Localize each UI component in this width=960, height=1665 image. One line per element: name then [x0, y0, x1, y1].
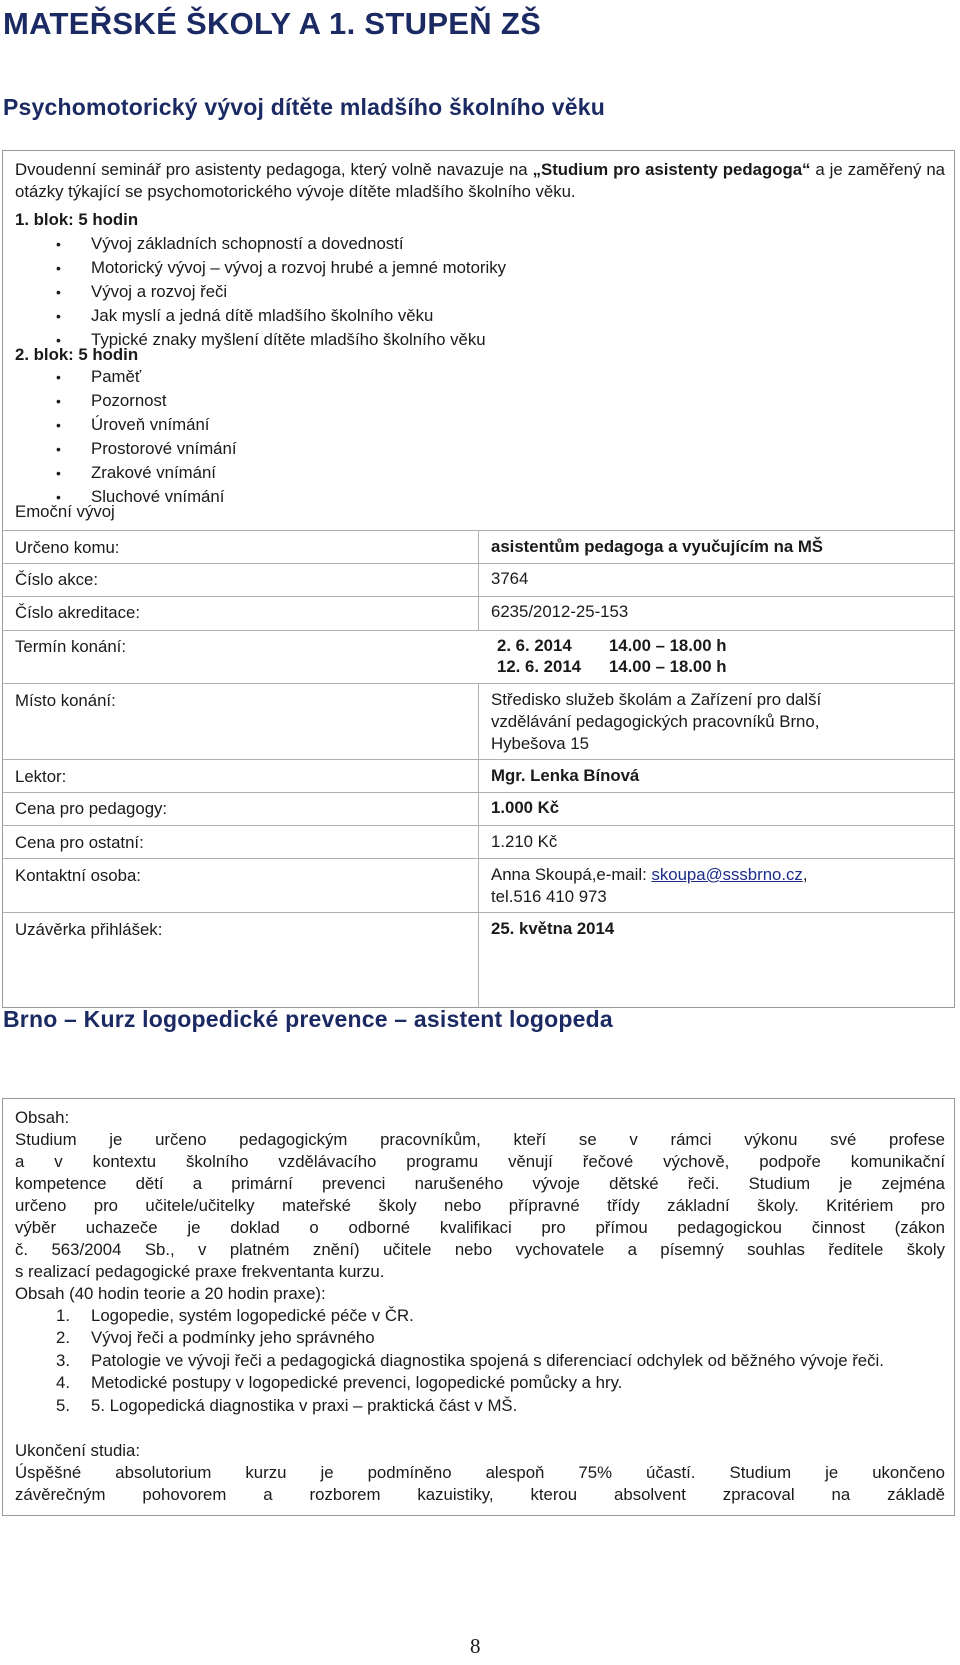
content-line: s realizací pedagogické praxe frekventanta kurzu.	[15, 1262, 385, 1281]
lector-label: Lektor:	[15, 767, 67, 786]
contact-name: Anna Skoupá,e-mail:	[491, 865, 652, 884]
list-item: • Sluchové vnímání	[3, 485, 237, 509]
block2-title: 2. blok: 5 hodin	[15, 345, 139, 364]
place-line: vzdělávání pedagogických pracovníků Brno,	[491, 712, 820, 731]
action-label: Číslo akce:	[15, 570, 99, 589]
item-number: 1.	[56, 1306, 70, 1325]
divider	[3, 912, 954, 913]
price-teachers-value: 1.000 Kč	[491, 798, 560, 817]
list-item	[3, 1327, 933, 1349]
term-label: Termín konání:	[15, 637, 126, 656]
block1-title: 1. blok: 5 hodin	[15, 210, 139, 229]
list-item: • Úroveň vnímání	[3, 413, 237, 437]
item-number: 3.	[56, 1350, 70, 1370]
end-line: závěrečným pohovorem a rozborem kazuistiky, kterou absolvent zpracoval na základě	[15, 1485, 945, 1504]
page-heading: MATEŘSKÉ ŠKOLY A 1. STUPEŇ ZŠ	[3, 6, 542, 41]
list-item: • Pozornost	[3, 389, 237, 413]
divider	[3, 858, 954, 859]
topics-list	[3, 1305, 933, 1417]
item-text: Logopedie, systém logopedické péče v ČR.	[91, 1306, 414, 1325]
contact-label: Kontaktní osoba:	[15, 866, 141, 885]
course1-box	[2, 150, 955, 1008]
list-item	[3, 1305, 933, 1327]
emotional-development: Emoční vývoj	[15, 502, 115, 521]
contact-value	[491, 864, 807, 886]
item-number: 5.	[56, 1395, 70, 1415]
end-line: Úspěšné absolutorium kurzu je podmíněno alespoň 75% účastí. Studium je ukončeno	[15, 1463, 945, 1482]
deadline-label: Uzávěrka přihlášek:	[15, 920, 163, 939]
hours-label: Obsah (40 hodin teorie a 20 hodin praxe):	[15, 1284, 326, 1303]
content-line: č. 563/2004 Sb., v platném znění) učitele nebo vychovatele a písemný souhlas ředitele školy	[15, 1240, 945, 1259]
content-line: výběr uchazeče je doklad o odborné kvalifikaci pro přímou pedagogickou činnost (zákon	[15, 1218, 945, 1237]
list-item	[3, 1350, 933, 1372]
place-line: Hybešova 15	[491, 734, 589, 753]
item-text: Metodické postupy v logopedické prevenci, logopedické pomůcky a hry.	[91, 1373, 623, 1393]
action-value: 3764	[491, 569, 529, 588]
contact-comma: ,	[802, 865, 808, 884]
list-item: • Typické znaky myšlení dítěte mladšího školního věku	[3, 328, 506, 352]
content-line: určeno pro učitele/učitelky mateřské školy nebo přípravné třídy základní školy. Kritériem pro	[15, 1196, 945, 1215]
divider	[3, 759, 954, 760]
content-label: Obsah:	[15, 1108, 70, 1127]
contact-email-link[interactable]: skoupa@sssbrno.cz	[651, 865, 803, 884]
divider	[3, 563, 954, 564]
block2-list	[3, 365, 237, 509]
target-value: asistentům pedagoga a vyučujícím na MŠ	[491, 537, 823, 556]
price-others-label: Cena pro ostatní:	[15, 833, 144, 852]
term-date-2: 12. 6. 2014 14.00 – 18.00 h	[497, 657, 727, 676]
term-date-1: 2. 6. 2014 14.00 – 18.00 h	[497, 636, 727, 655]
page-number: 8	[470, 1634, 481, 1658]
deadline-value: 25. května 2014	[491, 919, 615, 938]
place-line: Středisko služeb školám a Zařízení pro další	[491, 690, 822, 709]
content-line: a v kontextu školního vzdělávacího programu věnují řečové výchově, podpoře komunikační	[15, 1152, 945, 1171]
end-label: Ukončení studia:	[15, 1441, 140, 1460]
lector-value: Mgr. Lenka Bínová	[491, 766, 640, 785]
course1-title: Psychomotorický vývoj dítěte mladšího školního věku	[3, 94, 605, 120]
price-teachers-label: Cena pro pedagogy:	[15, 799, 168, 818]
list-item	[3, 1395, 933, 1417]
divider	[3, 596, 954, 597]
list-item: • Jak myslí a jedná dítě mladšího školního věku	[3, 304, 506, 328]
content-line: Studium je určeno pedagogickým pracovníkům, kteří se v rámci výkonu své profese	[15, 1130, 945, 1149]
course1-intro	[15, 159, 945, 203]
intro-text-bold: „Studium pro asistenty pedagoga“	[532, 160, 811, 179]
item-number: 4.	[56, 1373, 70, 1393]
course2-title: Brno – Kurz logopedické prevence – asistent logopeda	[3, 1006, 613, 1032]
place-label: Místo konání:	[15, 691, 116, 710]
list-item: • Vývoj a rozvoj řeči	[3, 280, 506, 304]
item-text: Patologie ve vývoji řeči a pedagogická diagnostika spojená s diferenciací odchylek od běžného vývoje řeči.	[91, 1350, 884, 1370]
content-line: kompetence dětí a primární prevenci narušeného vývoje dětské řeči. Studium je zejména	[15, 1174, 945, 1193]
item-text: 5. Logopedická diagnostika v praxi – praktická část v MŠ.	[91, 1395, 518, 1415]
divider	[478, 683, 479, 1008]
block1-list	[3, 232, 506, 352]
list-item	[3, 1372, 933, 1394]
list-item: • Vývoj základních schopností a dovedností	[3, 232, 506, 256]
intro-text-pre: Dvoudenní seminář pro asistenty pedagoga, který volně navazuje na	[15, 160, 533, 179]
list-item: • Prostorové vnímání	[3, 437, 237, 461]
course2-box	[2, 1098, 955, 1516]
divider	[478, 530, 479, 630]
list-item: • Zrakové vnímání	[3, 461, 237, 485]
divider	[3, 825, 954, 826]
list-item: • Paměť	[3, 365, 237, 389]
contact-phone: tel.516 410 973	[491, 887, 607, 906]
item-number: 2.	[56, 1328, 70, 1348]
intro-text-post: a je zaměřený na otázky týkající se psychomotorického vývoje dítěte mladšího školního věku.	[15, 160, 945, 201]
divider	[3, 630, 954, 631]
accreditation-label: Číslo akreditace:	[15, 603, 140, 622]
accreditation-value: 6235/2012-25-153	[491, 602, 629, 621]
list-item: • Motorický vývoj – vývoj a rozvoj hrubé a jemné motoriky	[3, 256, 506, 280]
divider	[3, 792, 954, 793]
item-text: Vývoj řeči a podmínky jeho správného	[91, 1328, 375, 1348]
price-others-value: 1.210 Kč	[491, 832, 558, 851]
target-label: Určeno komu:	[15, 538, 120, 557]
